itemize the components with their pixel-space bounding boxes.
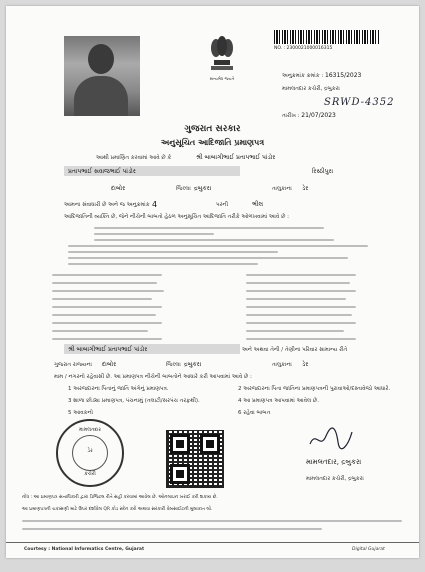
residence-district: દ્રબુકરા [184,361,202,368]
order-line [246,298,346,300]
residence-taluka: ડેર [302,361,309,368]
photo-head [88,44,114,74]
taluka-label: તાલુકાના [272,186,292,192]
certify-line: આથી પ્રમાણિત કરવામાં આવે છે કે [96,155,172,161]
residence-village: દાબોર [102,361,117,368]
order-line [94,239,334,241]
schedule-suffix: પરની [216,202,229,208]
footer-divider [6,542,419,543]
order-line [52,282,157,284]
recognized-line: આદિજાતિની વ્યક્તિ છે, જેને નીચેની બાબતો હેઠળ અનુસૂચિત આદિજાતિ તરીકે ઓળખવામાં આવે છે : [64,214,289,220]
order-line [246,282,350,284]
taluka-name: ડેર [302,185,309,192]
order-line [52,306,162,308]
second-applicant-name: શ્રી બાબાગીભાઈ પ્રતાપભાઈ પાંડોર [68,346,148,353]
qr-finder [170,434,190,454]
application-number-row [282,72,361,80]
applicant-name: શ્રી બાબાગીભાઈ પ્રતાપભાઈ પાંડોર [196,154,276,161]
officer-signature [308,424,354,452]
schedule-line: આમના સંવાધારી છે અને જ અનુક્રમાંક [64,202,150,208]
qr-finder [170,464,190,484]
district-label: જિલ્લા [176,186,191,192]
applicant-photo [64,36,140,116]
order-line [52,338,162,340]
order-line [68,257,348,259]
basis-item: 6 રહેવા બાબત [238,410,271,416]
seal-center-text: ડેર [87,448,93,454]
verification-qr-code[interactable] [166,430,224,488]
issued-basis: મામ / નગરનો રહેવાસી છે. આ પ્રમાણપત્ર નીચેની બાબતોને આધારે કરી આપવામાં આવે છે : [54,374,252,380]
basis-item: 3 શાળા છોડ્યા પ્રમાણપત્ર, પંચનામું (તલાટી/સરપંચ તરફથી). [68,398,200,404]
order-line [94,227,324,229]
basis-item: 2 અરજદારના પિતા જાતિના પ્રમાણપત્રની પુરાવાઓ/દસ્તાવેજો આધારે. [238,386,391,392]
basis-item: 1 અરજદારના પિતાનું જાતિ અંગેનું પ્રમાણપત્ર. [68,386,169,392]
barcode-text: NO. : 2300021000016315 [274,46,333,51]
signature-office: મામલતદાર કચેરી, દ્રબુકરા [306,476,364,482]
qr-finder [200,434,220,454]
order-line [246,306,356,308]
seal-bottom-text: કચેરી [84,471,96,477]
order-line [246,314,352,316]
order-line [52,322,162,324]
government-title: ગુજરાત સરકાર [184,124,241,134]
note-line: આ પ્રમાણપત્રની ચકાસણી માટે ઉપર દર્શાવેલ QR કોડ સ્કેન કરો અથવા સરકારી વેબસાઈટની મુલાકાત લો. [22,507,213,512]
date-label: તારીખ : [282,113,300,119]
order-line [52,330,148,332]
district-name: દ્રબુકરા [194,185,212,192]
barcode [274,30,380,44]
photo-body [74,76,128,116]
order-line [246,330,344,332]
community-name: રિસ્ઠીપુરા [312,168,334,175]
emblem-caption: સત્યમેવ જયતે [209,76,235,81]
family-note: અને અથવા તેની / તેણીના પરિવાર સામાન્ય રીતે [242,347,348,353]
note-fine-print [22,528,322,530]
residence-state: ગુજરાત રાજ્યના [54,362,92,368]
handwritten-ref: SRWD-4352 [324,97,395,108]
order-line [246,338,356,340]
note-line: નોંધ : આ પ્રમાણપત્ર સત્તાધિકારી દ્વારા ડિજિટલ રીતે સહી કરવામાં આવેલ છે. ઓનલાઇન ખરાઈ કરી શકાય છે. [22,495,218,500]
basis-item: 5 આવકનો [68,410,94,416]
digital-gujarat-text: Digital Gujarat [352,547,385,552]
order-line [246,322,356,324]
office-seal [56,419,124,487]
signature-label: મામલતદાર, દ્રબુકરા [306,458,362,466]
schedule-number: 4 [152,200,158,209]
order-line [52,290,164,292]
order-line [246,274,356,276]
order-line [52,298,152,300]
village-name: દાબોર [111,185,126,192]
order-line [94,233,214,235]
application-number: 16315/2023 [325,72,362,79]
order-line [68,263,258,265]
order-line [246,290,356,292]
certificate-title: અનુસૂચિત આદિજાતિ પ્રમાણપત્ર [160,138,265,147]
order-line [68,245,368,247]
order-line [52,274,162,276]
office-line: મામલતદાર કચેરી, દ્રબુકરા [282,86,340,92]
state-emblem-icon [205,30,239,74]
date-row [282,112,336,120]
note-fine-print [22,520,402,522]
order-line [68,251,278,253]
basis-item: 4 આ પ્રમાણપત્ર આપવામાં આવેલ છે. [238,398,319,404]
father-name: પ્રતાપભાઈ સવાજભાઈ પાંડોર [68,168,136,175]
residence-taluka-label: તાલુકાના [272,362,292,368]
residence-district-label: જિલ્લા [166,362,181,368]
schedule-class: ભીલ [252,201,264,208]
application-number-label: અનુક્રમાંક ક્રમાંક : [282,73,324,79]
certificate-page [6,6,419,558]
issue-date: 21/07/2023 [301,112,336,119]
seal-top-text: મામલતદાર [79,427,101,433]
order-line [52,314,156,316]
courtesy-text: Courtesy : National Informatics Centre, Gujarat [24,547,145,552]
